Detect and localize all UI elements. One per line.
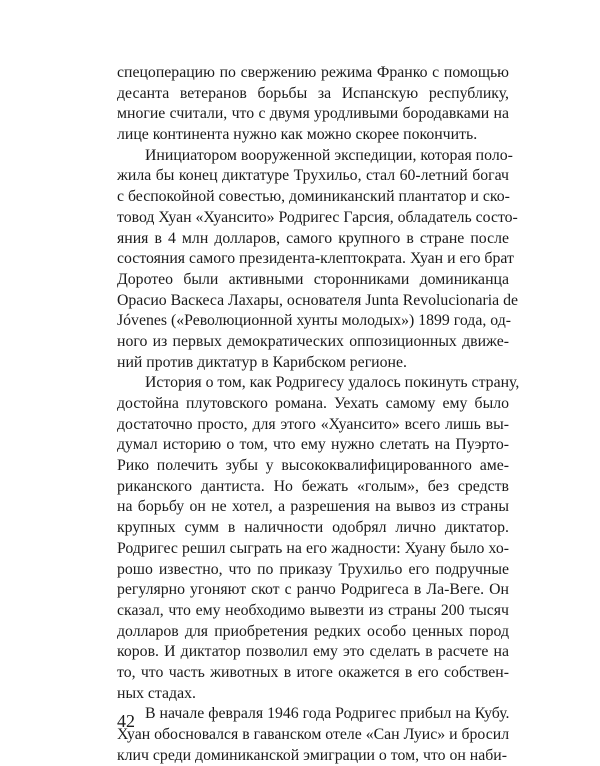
text-line: Родригес решил сыграть на его жадности: Хуану было хо- [117, 539, 509, 557]
text-line: лице континента нужно как можно скорее покончить. [117, 126, 478, 144]
text-line: коров. И диктатор позволил ему это сделать в расчете на [117, 643, 509, 661]
text-line: состояния самого президента-клептократа. Хуан и его брат [117, 250, 514, 268]
text-line: Рико полечить зубы у высококвалифицированного аме- [117, 457, 509, 475]
text-line: многие считали, что с двумя уродливыми бородавками на [117, 105, 509, 123]
text-line: регулярно угоняют скот с ранчо Родригеса в Ла-Веге. Он [117, 581, 509, 599]
text-line: долларов для приобретения редких особо ценных пород [117, 622, 509, 640]
paragraph [117, 146, 519, 374]
text-line: товод Хуан «Хуансито» Родригес Гарсия, обладатель состо- [117, 208, 518, 226]
text-line: жила бы конец диктатуре Трухильо, стал 60-летний богач [117, 167, 509, 185]
page-number: 42 [117, 711, 135, 731]
body-text [117, 63, 520, 766]
text-line: с беспокойной совестью, доминиканский плантатор и ско- [117, 188, 510, 206]
text-line: В начале февраля 1946 года Родригес прибыл на Кубу. [145, 705, 510, 723]
text-line: десанта ветеранов борьбы за Испанскую республику, [117, 84, 509, 102]
paragraph [117, 373, 520, 704]
text-line: ного из первых демократических оппозиционных движе- [117, 332, 509, 350]
text-line: ных стадах. [117, 684, 196, 702]
text-line: достойна плутовского романа. Уехать самому ему было [117, 395, 509, 412]
text-line: рошо известно, что по приказу Трухильо его подручные [117, 560, 509, 578]
text-line: крупных сумм в наличности одобрял лично диктатор. [117, 519, 509, 537]
text-line: Доротео были активными сторонниками доминиканца [117, 270, 509, 288]
text-line: риканского дантиста. Но бежать «голым», без средств [117, 477, 509, 495]
text-line: яния в 4 млн долларов, самого крупного в стране после [117, 229, 509, 247]
paragraph [117, 704, 509, 766]
text-line: Jóvenes («Революционной хунты молодых») 1899 года, од- [117, 312, 511, 330]
text-line: достаточно просто, для этого «Хуансито» всего лишь вы- [117, 415, 509, 433]
text-line: клич среди доминиканской эмиграции о том, что он наби- [117, 746, 507, 764]
text-line: на борьбу он не хотел, а разрешения на вывоз из страны [117, 498, 509, 516]
text-line: ний против диктатур в Карибском регионе. [117, 353, 407, 371]
text-line: то, что часть животных в итоге окажется в его собствен- [117, 663, 509, 681]
paragraph [117, 63, 509, 146]
text-line: спецоперацию по свержению режима Франко с помощью [117, 64, 509, 81]
text-line: думал историю о том, что ему нужно слетать на Пуэрто- [117, 436, 509, 454]
text-line: Хуан обосновался в гаванском отеле «Сан Луис» и бросил [117, 726, 510, 743]
text-line: Инициатором вооруженной экспедиции, которая поло- [145, 146, 513, 164]
text-line: Орасио Васкеса Лахары, основателя Junta Revolucionaria de [117, 291, 519, 309]
text-line: История о том, как Родригесу удалось покинуть страну, [145, 374, 520, 392]
text-line: сказал, что ему необходимо вывезти из страны 200 тысяч [117, 601, 509, 619]
